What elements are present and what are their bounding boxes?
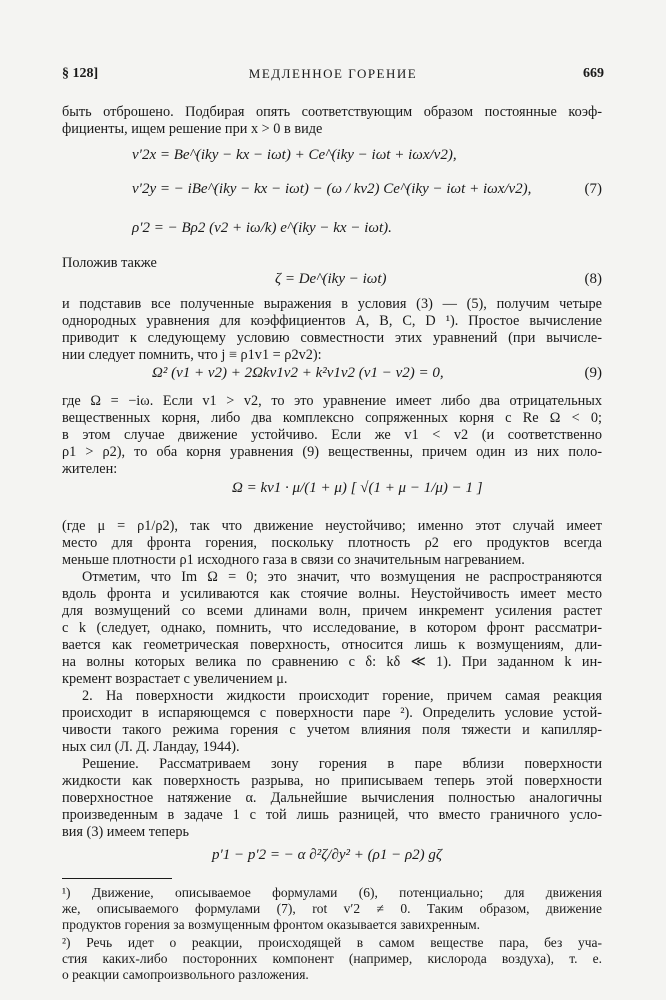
text-line: с k (следует, однако, помнить, что исследование, в котором фронт рассматри- bbox=[62, 620, 602, 636]
equation-number: (7) bbox=[584, 181, 602, 197]
footnote-line: ¹) Движение, описываемое формулами (6), потенциально; для движения bbox=[62, 885, 602, 900]
equation-text: ζ = De^(iky − iωt) bbox=[275, 271, 387, 287]
text-line: нии следует помнить, что j ≡ ρ1v1 = ρ2v2): bbox=[62, 347, 322, 363]
text-line: место для фронта горения, поскольку плотность ρ2 его продуктов всегда bbox=[62, 535, 602, 551]
text-line: ρ1 > ρ2), то оба корня уравнения (9) вещественны, причем один из них поло- bbox=[62, 444, 602, 460]
running-title: МЕДЛЕННОЕ ГОРЕНИЕ bbox=[248, 66, 418, 81]
text-line: быть отброшено. Подбирая опять соответствующим образом постоянные коэф- bbox=[62, 104, 602, 120]
text-line: чивости такого режима горения с учетом влияния поля тяжести и капилляр- bbox=[62, 722, 602, 738]
text-line: на волны которых велика по сравнению с δ: kδ ≪ 1). При заданном k ин- bbox=[62, 654, 602, 670]
text-line: Решение. Рассматриваем зону горения в паре вблизи поверхности bbox=[82, 756, 602, 772]
text-line: вещественных корня, либо два комплексно сопряженных корня с Re Ω < 0; bbox=[62, 410, 602, 426]
text-line: жителен: bbox=[62, 461, 118, 477]
text-line: фициенты, ищем решение при x > 0 в виде bbox=[62, 121, 323, 137]
equation-text: p′1 − p′2 = − α ∂²ζ/∂y² + (ρ1 − ρ2) gζ bbox=[212, 847, 442, 863]
text-line: 2. На поверхности жидкости происходит горение, причем самая реакция bbox=[82, 688, 602, 704]
equation-text: v′2y = − iBe^(iky − kx − iωt) − (ω / kv2) Ce^(iky − iωt + iωx/v2), bbox=[132, 181, 532, 197]
equation-number: (8) bbox=[584, 271, 602, 287]
page-number: 669 bbox=[583, 66, 604, 81]
footnote-line: о реакции самопроизвольного разложения. bbox=[62, 967, 309, 982]
text-line: происходит в испаряющемся с поверхности паре ²). Определить условие устой- bbox=[62, 705, 602, 721]
equation-text: Ω = kv1 · μ/(1 + μ) [ √(1 + μ − 1/μ) − 1 ] bbox=[232, 480, 483, 496]
text-line: ных сил (Л. Д. Ландау, 1944). bbox=[62, 739, 240, 755]
text-line: вается как геометрическая поверхность, относится лишь к возмущениям, дли- bbox=[62, 637, 602, 653]
text-line: вия (3) имеем теперь bbox=[62, 824, 190, 840]
footnote-line: продуктов горения за возмущенным фронтом оказывается завихренным. bbox=[62, 917, 481, 932]
equation-number: (9) bbox=[584, 365, 602, 381]
text-line: кремент возрастает с увеличением μ. bbox=[62, 671, 288, 687]
footnote-rule bbox=[62, 878, 172, 879]
text-line: вдоль фронта и усиливаются как стоячие волны. Неустойчивость имеет место bbox=[62, 586, 602, 602]
text-line: меньше плотности ρ1 исходного газа в связи со значительным нагреванием. bbox=[62, 552, 525, 568]
text-line: жидкости как поверхность разрыва, но приписываем теперь этой поверхности bbox=[62, 773, 602, 789]
text-line: в этом случае движение устойчиво. Если же v1 < v2 (и соответственно bbox=[62, 427, 602, 443]
text-line: Положив также bbox=[62, 255, 157, 271]
footnote-line: стия каких-либо посторонних компонент (например, кислорода воздуха), т. е. bbox=[62, 951, 602, 966]
text-line: (где μ = ρ1/ρ2), так что движение неустойчиво; именно этот случай имеет bbox=[62, 518, 602, 534]
text-line: для возмущений со всеми длинами волн, причем инкремент усиления растет bbox=[62, 603, 602, 619]
text-line: где Ω = −iω. Если v1 > v2, то это уравнение имеет либо два отрицательных bbox=[62, 393, 602, 409]
text-line: и подставив все полученные выражения в условия (3) — (5), получим четыре bbox=[62, 296, 602, 312]
footnote-line: ²) Речь идет о реакции, происходящей в самом веществе пара, без уча- bbox=[62, 935, 602, 950]
text-line: приводит к следующему условию совместности этих уравнений (при вычисле- bbox=[62, 330, 602, 346]
text-line: произведенным в задаче 1 с той лишь разницей, что вместо граничного усло- bbox=[62, 807, 602, 823]
footnote-line: же, описываемого формулами (7), rot v′2 ≠ 0. Таким образом, движение bbox=[62, 901, 602, 916]
equation-text: v′2x = Be^(iky − kx − iωt) + Ce^(iky − iωt + iωx/v2), bbox=[132, 147, 457, 163]
text-line: Отметим, что Im Ω = 0; это значит, что возмущения не распространяются bbox=[82, 569, 602, 585]
equation-text: Ω² (v1 + v2) + 2Ωkv1v2 + k²v1v2 (v1 − v2) = 0, bbox=[152, 365, 444, 381]
section-marker: § 128] bbox=[62, 66, 99, 81]
text-line: однородных уравнения для коэффициентов A, B, C, D ¹). Простое вычисление bbox=[62, 313, 602, 329]
text-line: поверхностное натяжение α. Дальнейшие вычисления полностью аналогичны bbox=[62, 790, 602, 806]
equation-text: ρ′2 = − Bρ2 (v2 + iω/k) e^(iky − kx − iωt). bbox=[132, 220, 392, 236]
